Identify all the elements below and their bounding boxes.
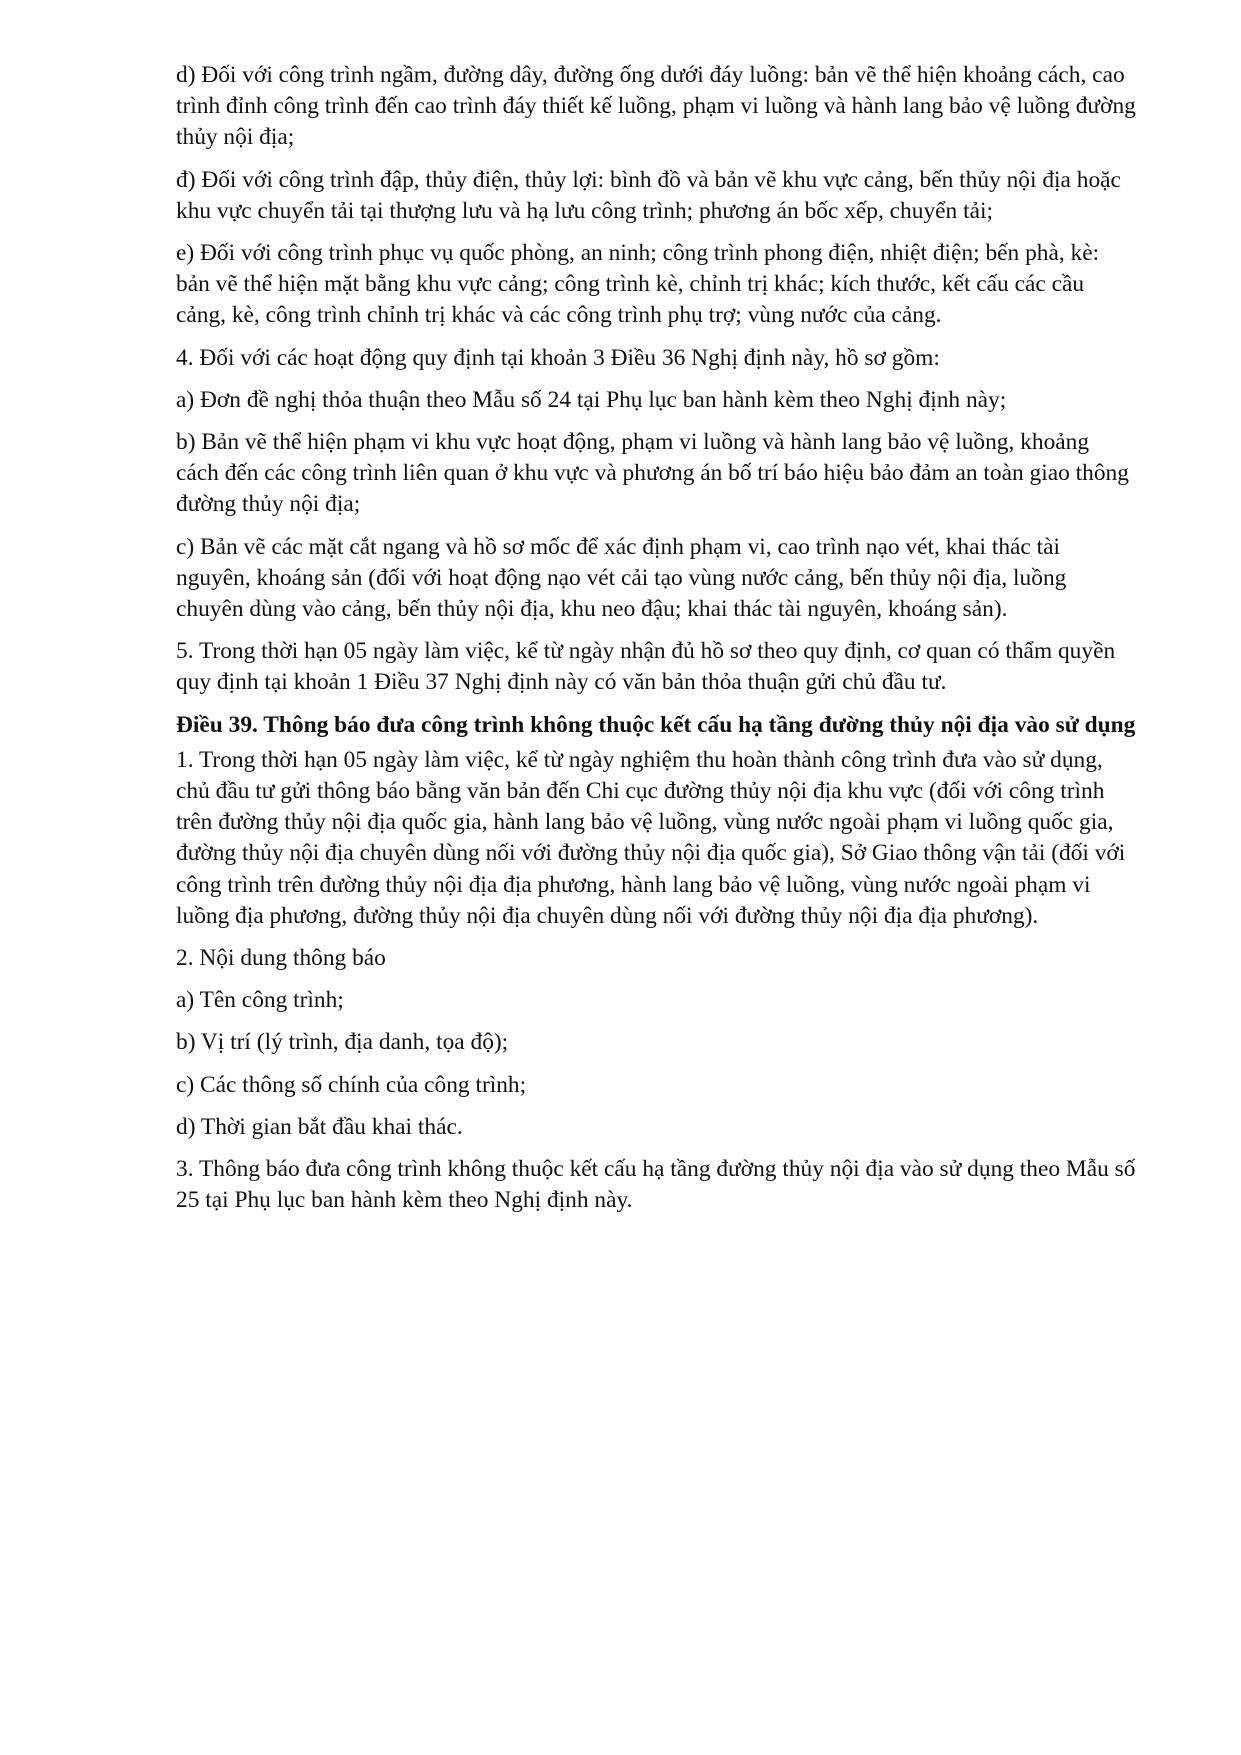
- paragraph-4a-application: a) Đơn đề nghị thỏa thuận theo Mẫu số 24 tại Phụ lục ban hành kèm theo Nghị định này;: [176, 386, 1007, 413]
- document-page: [176, 60, 1136, 1228]
- paragraph-39-2c-parameters: c) Các thông số chính của công trình;: [176, 1071, 527, 1098]
- paragraph-4c-cross-sections: c) Bản vẽ các mặt cắt ngang và hồ sơ mốc để xác định phạm vi, cao trình nạo vét, khai thác tài nguyên, khoáng sản (đối với hoạt động nạo vét cải tạo vùng nước cảng, bến thủy nội địa, luồng chuyên dùng vào cảng, bến thủy nội địa, khu neo đậu; khai thác tài nguyên, khoáng sản).: [176, 533, 1067, 623]
- paragraph-4-activities-dossier: 4. Đối với các hoạt động quy định tại khoản 3 Điều 36 Nghị định này, hồ sơ gồm:: [176, 344, 940, 371]
- article-39-heading: Điều 39. Thông báo đưa công trình không thuộc kết cấu hạ tầng đường thủy nội địa vào sử dụng: [176, 711, 1136, 738]
- paragraph-39-2-content: 2. Nội dung thông báo: [176, 945, 386, 972]
- paragraph-5-time-limit: 5. Trong thời hạn 05 ngày làm việc, kể từ ngày nhận đủ hồ sơ theo quy định, cơ quan có thẩm quyền quy định tại khoản 1 Điều 37 Nghị định này có văn bản thỏa thuận gửi chủ đầu tư.: [176, 638, 1116, 696]
- paragraph-e-defense-works: e) Đối với công trình phục vụ quốc phòng, an ninh; công trình phong điện, nhiệt điện; bến phà, kè: bản vẽ thể hiện mặt bằng khu vực cảng; công trình kè, chỉnh trị khác; kích thước, kết cấu các cầu cảng, kè, công trình chỉnh trị khác và các công trình phụ trợ; vùng nước của cảng.: [176, 240, 1100, 329]
- paragraph-4b-drawing: b) Bản vẽ thể hiện phạm vi khu vực hoạt động, phạm vi luồng và hành lang bảo vệ luồng, khoảng cách đến các công trình liên quan ở khu vực và phương án bố trí báo hiệu bảo đảm an toàn giao thông đường thủy nội địa;: [176, 429, 1129, 518]
- paragraph-d-underground-works: d) Đối với công trình ngầm, đường dây, đường ống dưới đáy luồng: bản vẽ thể hiện khoảng cách, cao trình đỉnh công trình đến cao trình đáy thiết kế luồng, phạm vi luồng và hành lang bảo vệ luồng đường thủy nội địa;: [176, 62, 1136, 151]
- paragraph-dd-dam-works: đ) Đối với công trình đập, thủy điện, thủy lợi: bình đồ và bản vẽ khu vực cảng, bến thủy nội địa hoặc khu vực chuyển tải tại thượng lưu và hạ lưu công trình; phương án bốc xếp, chuyển tải;: [176, 166, 1121, 224]
- paragraph-39-2b-location: b) Vị trí (lý trình, địa danh, tọa độ);: [176, 1029, 509, 1056]
- paragraph-39-2d-start-time: d) Thời gian bắt đầu khai thác.: [176, 1113, 463, 1140]
- paragraph-39-2a-name: a) Tên công trình;: [176, 987, 344, 1014]
- paragraph-39-1-notification: 1. Trong thời hạn 05 ngày làm việc, kể từ ngày nghiệm thu hoàn thành công trình đưa vào sử dụng, chủ đầu tư gửi thông báo bằng văn bản đến Chi cục đường thủy nội địa khu vực (đối với công trình trên đường thủy nội địa quốc gia, hành lang bảo vệ luồng, vùng nước ngoài phạm vi luồng quốc gia, đường thủy nội địa chuyên dùng nối với đường thủy nội địa quốc gia), Sở Giao thông vận tải (đối với công trình trên đường thủy nội địa địa phương, hành lang bảo vệ luồng, vùng nước ngoài phạm vi luồng địa phương, đường thủy nội địa chuyên dùng nối với đường thủy nội địa địa phương).: [176, 746, 1126, 929]
- paragraph-39-3-form: 3. Thông báo đưa công trình không thuộc kết cấu hạ tầng đường thủy nội địa vào sử dụng theo Mẫu số 25 tại Phụ lục ban hành kèm theo Nghị định này.: [176, 1156, 1136, 1214]
